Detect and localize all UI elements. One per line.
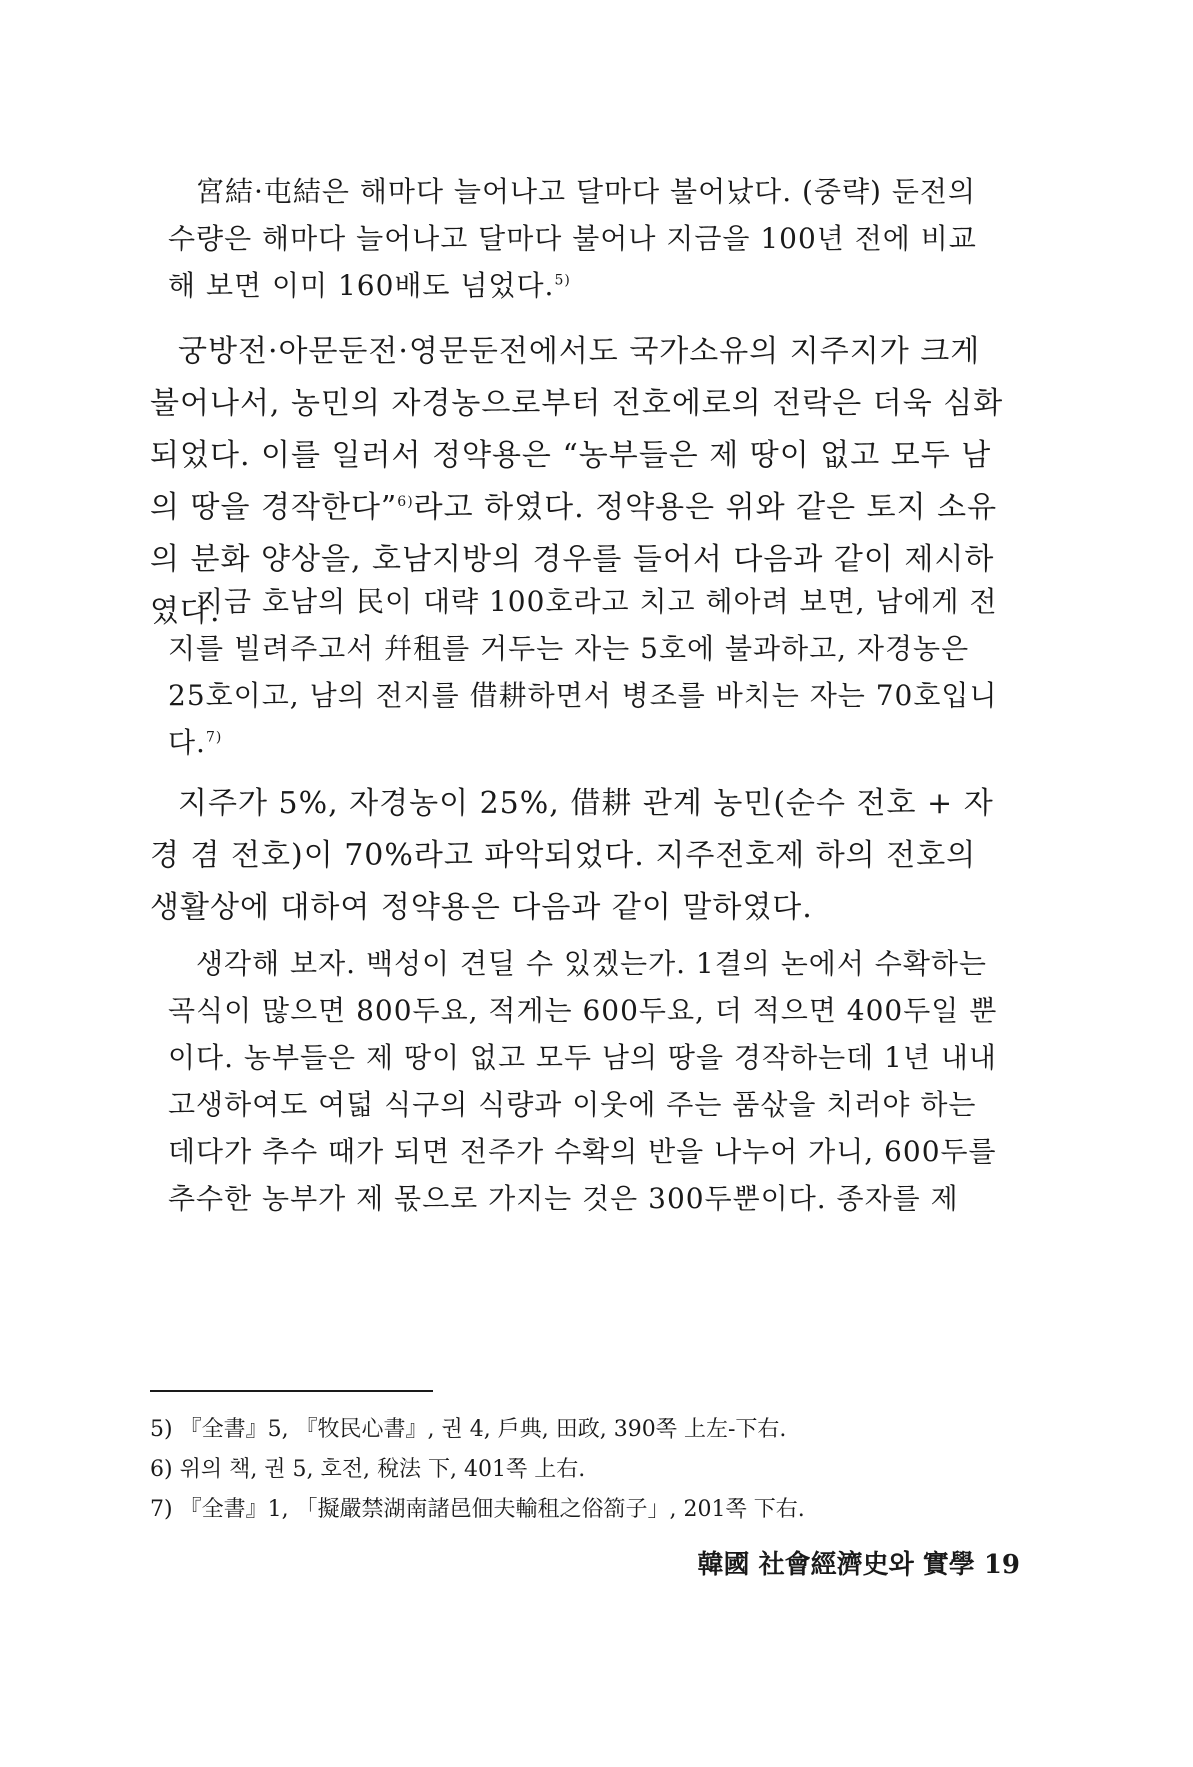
block-quote-3-text: 생각해 보자. 백성이 견딜 수 있겠는가. 1결의 논에서 수확하는 곡식이 많으면 800두요, 적게는 600두요, 더 적으면 400두일 뿐이다. 농부들은 제 땅이 없고 모두 남의 땅을 경작하는데 1년 내내 고생하여도 여덟 식구의 식량과 이웃에 주는 품삯을 치러야 하는 데다가 추수 때가 되면 전주가 수확의 반을 나누어 가니, 600두를 추수한 농부가 제 몫으로 가지는 것은 300두뿐이다. 종자를 제 xyxy=(168,947,998,1215)
footnotes xyxy=(150,1410,1010,1530)
body-paragraph-1-text-b: 라고 하였다. 정약용은 위와 같은 토지 소유의 분화 양상을, 호남지방의 경우를 들어서 다음과 같이 제시하였다. xyxy=(150,490,998,629)
footnote-ref-7: 7) xyxy=(205,729,223,746)
footnote-ref-6: 6) xyxy=(397,494,414,510)
running-title: 韓國 社會經濟史와 實學 xyxy=(697,1550,975,1580)
block-quote-3 xyxy=(168,940,998,1222)
block-quote-1-text: 宮結·屯結은 해마다 늘어나고 달마다 불어났다. (중략) 둔전의 수량은 해마다 늘어나고 달마다 불어나 지금을 100년 전에 비교해 보면 이미 160배도 넘었다. xyxy=(168,175,977,302)
footnote-6: 6) 위의 책, 권 5, 호전, 稅法 下, 401쪽 上右. xyxy=(150,1457,586,1482)
footnote-7: 7) 『全書』1, 「擬嚴禁湖南諸邑佃夫輸租之俗箚子」, 201쪽 下右. xyxy=(150,1497,805,1522)
footnote-ref-5: 5) xyxy=(554,272,571,289)
page-number: 19 xyxy=(983,1550,1020,1580)
body-paragraph-1-text-a: 궁방전·아문둔전·영문둔전에서도 국가소유의 지주지가 크게 불어나서, 농민의 자경농으로부터 전호에로의 전락은 더욱 심화되었다. 이를 일러서 정약용은 “농부들은 제 땅이 없고 모두 남의 땅을 경작한다” xyxy=(150,334,1004,525)
body-paragraph-2 xyxy=(150,778,1010,934)
block-quote-2 xyxy=(168,578,998,766)
block-quote-2-text: 지금 호남의 民이 대략 100호라고 치고 헤아려 보면, 남에게 전지를 빌려주고서 幷租를 거두는 자는 5호에 불과하고, 자경농은 25호이고, 남의 전지를 借耕하면서 병조를 바치는 자는 70호입니다. xyxy=(168,585,998,759)
page-footer xyxy=(680,1544,1020,1581)
footnote-5: 5) 『全書』5, 『牧民心書』, 권 4, 戶典, 田政, 390쪽 上左-下右. xyxy=(150,1417,787,1442)
body-paragraph-2-text: 지주가 5%, 자경농이 25%, 借耕 관계 농민(순수 전호 + 자경 겸 전호)이 70%라고 파악되었다. 지주전호제 하의 전호의 생활상에 대하여 정약용은 다음과 같이 말하였다. xyxy=(150,786,994,925)
footnote-divider xyxy=(150,1390,433,1392)
block-quote-1 xyxy=(168,168,998,309)
